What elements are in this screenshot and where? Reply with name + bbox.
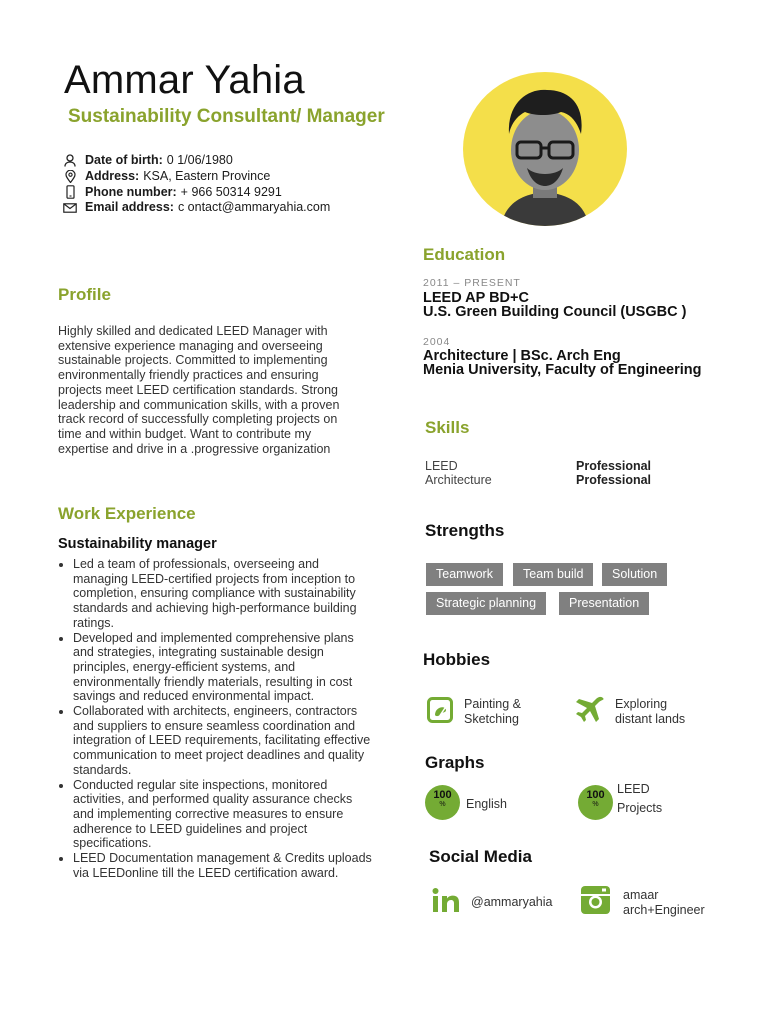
education-date: 2011 – PRESENT: [423, 277, 521, 289]
address-label: Address:: [85, 168, 140, 183]
skill-name: Architecture: [425, 473, 492, 487]
graph-label: Projects: [617, 801, 663, 815]
progress-value: 100: [586, 789, 605, 801]
address-value: KSA, Eastern Province: [143, 168, 271, 183]
education-degree: LEED AP BD+C: [423, 290, 529, 306]
linkedin-icon[interactable]: [432, 887, 460, 918]
hobby-item: [464, 697, 521, 726]
progress-unit: %: [592, 801, 599, 808]
list-item: • Conducted regular site inspections, monitored activities, and performed quality assurance checks and implementing corrective measures to ensure adherence to LEED guidelines and project specifications.: [73, 778, 373, 852]
location-pin-icon: [62, 170, 78, 184]
list-item: • LEED Documentation management & Credits uploads via LEEDonline till the LEED certification award.: [73, 851, 373, 880]
skill-name: LEED: [425, 459, 458, 473]
strength-tag: Strategic planning: [426, 592, 546, 615]
contact-details: [62, 153, 330, 216]
education-school: Menia University, Faculty of Engineering: [423, 362, 702, 378]
hobby-label: Painting &: [464, 697, 521, 711]
candidate-name: Ammar Yahia: [64, 58, 305, 102]
progress-value: 100: [433, 789, 452, 801]
address-row: [62, 169, 330, 185]
list-item: • Led a team of professionals, overseeing and managing LEED-certified projects from inception to completion, ensuring compliance with sustainability standards and achieving high-performance building ratings.: [73, 557, 373, 631]
palette-icon: [427, 697, 453, 728]
profile-text: Highly skilled and dedicated LEED Manager with extensive experience managing and overseeing sustainable projects. Committed to implementing environmentally friendly practices and ensuring projects meet LEED certification standards. Strong leadership and communication skills, with a proven track record of successfully completing projects on time and within budget. Want to contribute my expertise and drive in a .progressive organization: [58, 324, 340, 456]
dob-row: [62, 153, 330, 169]
strength-tag: Teamwork: [426, 563, 503, 586]
phone-icon: [62, 185, 78, 199]
social-handle-line: amaar: [623, 888, 659, 902]
hobby-label: Exploring: [615, 697, 668, 711]
envelope-icon: [62, 201, 78, 215]
dob-value: 0 1/06/1980: [166, 153, 233, 167]
skills-heading: Skills: [425, 418, 470, 437]
education-degree: Architecture | BSc. Arch Eng: [423, 348, 621, 364]
strength-tag: Presentation: [559, 592, 649, 615]
phone-label: Phone number:: [85, 184, 177, 199]
hobby-label: distant lands: [615, 711, 686, 726]
job-title: Sustainability Consultant/ Manager: [68, 106, 385, 127]
profile-heading: Profile: [58, 285, 111, 304]
social-handle[interactable]: @ammaryahia: [471, 895, 553, 909]
social-handle[interactable]: [623, 888, 705, 917]
instagram-icon[interactable]: [580, 885, 611, 920]
progress-circle: [425, 785, 460, 820]
person-icon: [62, 154, 78, 168]
hobby-label: Sketching: [464, 711, 519, 726]
phone-value: + 966 50314 9291: [180, 184, 282, 199]
education-heading: Education: [423, 245, 506, 264]
education-date: 2004: [423, 336, 451, 348]
progress-unit: %: [439, 801, 446, 808]
graphs-heading: Graphs: [425, 753, 485, 772]
list-item: • Developed and implemented comprehensive plans and strategies, integrating sustainable design principles, energy-efficient systems, and environmentally friendly materials, resulting in cost savings and reduced environmental impact.: [73, 631, 373, 705]
skill-level: Professional: [576, 459, 652, 473]
phone-row: [62, 185, 330, 201]
email-label: Email address:: [85, 200, 174, 215]
job-position: Sustainability manager: [58, 536, 217, 552]
skill-level: Professional: [576, 473, 652, 487]
strength-tag: Team build: [513, 563, 593, 586]
graph-label: LEED: [617, 782, 650, 796]
social-media-heading: Social Media: [429, 847, 532, 866]
education-school: U.S. Green Building Council (USGBC ): [423, 304, 687, 320]
profile-photo: [463, 72, 627, 226]
progress-circle: [578, 785, 613, 820]
list-item: • Collaborated with architects, engineers, contractors and suppliers to ensure seamless coordination and integration of LEED requirements, facilitating effective communication to meet project deadlines and quality standards.: [73, 704, 373, 778]
social-handle-line: arch+Engineer: [623, 902, 705, 917]
email-row: [62, 200, 330, 216]
graph-label: English: [466, 797, 507, 811]
work-bullets: [58, 557, 373, 880]
hobbies-heading: Hobbies: [423, 650, 491, 669]
hobby-item: [615, 697, 685, 726]
strength-tag: Solution: [602, 563, 667, 586]
airplane-icon: [574, 695, 606, 730]
email-value[interactable]: c ontact@ammaryahia.com: [177, 200, 331, 215]
dob-label: Date of birth:: [85, 153, 163, 167]
strengths-heading: Strengths: [425, 521, 505, 540]
work-experience-heading: Work Experience: [58, 504, 196, 523]
